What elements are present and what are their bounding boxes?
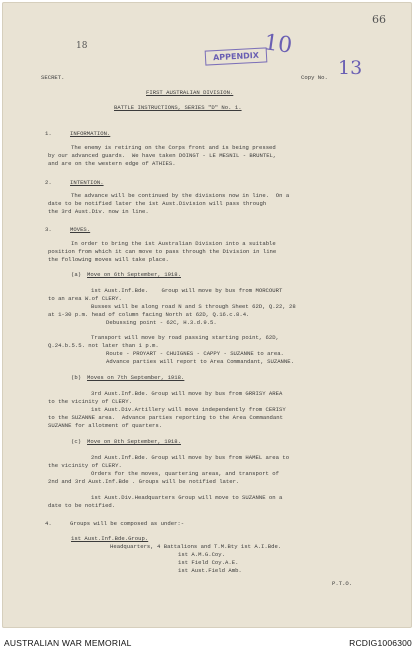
move-a-line: Debussing point - 62C, H.3.d.9.5.	[106, 319, 217, 326]
move-c-line: 2nd Aust.Inf.Bde. Group will move by bus from HAMEL area to	[91, 454, 290, 461]
section-3-intro-line: position from which it can move to pass through the Division in line	[48, 248, 277, 255]
move-c-label: (c)	[71, 438, 82, 445]
appendix-number-mark: 10	[262, 30, 294, 59]
division-heading: FIRST AUSTRALIAN DIVISION.	[146, 89, 234, 96]
section-3-number: 3.	[45, 226, 52, 233]
section-4-text: Groups will be composed as under:-	[70, 520, 185, 527]
group-line: 1st A.M.G.Coy.	[178, 551, 225, 558]
archive-reference: RCDIG1006300	[349, 638, 412, 648]
section-1-number: 1.	[45, 130, 52, 137]
move-b-line: to the vicinity of CLERY.	[48, 398, 132, 405]
copy-number-mark: 13	[338, 57, 363, 79]
copy-label: Copy No.	[301, 74, 328, 81]
section-1-line: The enemy is retiring on the Corps front and is being pressed	[71, 144, 276, 151]
document-title: BATTLE INSTRUCTIONS, SERIES "D" No. 1.	[114, 104, 242, 111]
move-c-line: Orders for the moves, quartering areas, and transport of	[91, 470, 279, 477]
group-line: Headquarters, 4 Battalions and T.M.Bty 1st A.I.Bde.	[110, 543, 282, 550]
section-1-line: by our advanced guards. We have taken DOINGT - LE MESNIL - BRUNTEL,	[48, 152, 277, 159]
section-1-heading: INFORMATION.	[70, 130, 111, 137]
section-2-line: the 3rd Aust.Div. now in line.	[48, 208, 149, 215]
move-a-transport-line: Transport will move by road passing starting point, 62D,	[91, 334, 279, 341]
group-title: 1st Aust.Inf.Bde.Group.	[71, 535, 149, 542]
section-2-heading: INTENTION.	[70, 179, 104, 186]
move-b-line: 3rd Aust.Inf.Bde. Group will move by bus from GRRISY AREA	[91, 390, 283, 397]
pto-label: P.T.O.	[332, 580, 353, 587]
move-a-label: (a)	[71, 271, 82, 278]
hq-move-line: date to be notified.	[48, 502, 116, 509]
move-a-transport-line: Advance parties will report to Area Commandant, SUZANNE.	[106, 358, 294, 365]
move-a-line: to an area W.of CLERY.	[48, 295, 122, 302]
group-line: 1st Aust.Field Amb.	[178, 567, 242, 574]
section-4-number: 4.	[45, 520, 52, 527]
move-b-label: (b)	[71, 374, 82, 381]
appendix-stamp: APPENDIX	[205, 47, 268, 65]
page-count-mark: 18	[76, 41, 88, 51]
section-3-intro-line: the following moves will take place.	[48, 256, 169, 263]
archive-name: AUSTRALIAN WAR MEMORIAL	[4, 638, 132, 648]
move-a-line: 1st Aust.Inf.Bde. Group will move by bus from MORCOURT	[91, 287, 283, 294]
section-1-line: and are on the western edge of ATHIES.	[48, 160, 176, 167]
page-number-mark: 66	[372, 13, 386, 26]
move-c-date: Move on 8th September, 1918.	[87, 438, 181, 445]
move-a-transport-line: Route - PROYART - CHUIGNES - CAPPY - SUZANNE to area.	[106, 350, 284, 357]
hq-move-line: 1st Aust.Div.Headquarters Group will move to SUZANNE on a	[91, 494, 283, 501]
move-b-line: SUZANNE for allotment of quarters.	[48, 422, 163, 429]
section-2-line: The advance will be continued by the divisions now in line. On a	[71, 192, 290, 199]
move-a-line: at 1-30 p.m. head of column facing North at 62D, Q.16.c.8.4.	[48, 311, 250, 318]
move-a-transport-line: Q.24.b.5.5. not later than 1 p.m.	[48, 342, 159, 349]
section-3-intro-line: In order to bring the 1st Australian Division into a suitable	[71, 240, 276, 247]
section-2-line: date to be notified later the 1st Aust.Division will pass through	[48, 200, 267, 207]
archive-footer	[0, 630, 416, 654]
move-c-line: 2nd and 3rd Aust.Inf.Bde . Groups will be notified later.	[48, 478, 240, 485]
move-b-date: Moves on 7th September, 1918.	[87, 374, 185, 381]
classification-label: SECRET.	[41, 74, 65, 81]
group-line: 1st Field Coy.A.E.	[178, 559, 239, 566]
move-b-line: to the SUZANNE area. Advance parties reporting to the Area Commandant	[48, 414, 283, 421]
move-c-line: the vicinity of CLERY.	[48, 462, 122, 469]
move-b-line: 1st Aust.Div.Artillery will move independently from CERISY	[91, 406, 286, 413]
move-a-line: Busses will be along road N and S through Sheet 62D, Q.22, 28	[91, 303, 296, 310]
section-2-number: 2.	[45, 179, 52, 186]
section-3-heading: MOVES.	[70, 226, 91, 233]
document-page	[2, 2, 412, 628]
move-a-date: Move on 6th September, 1918.	[87, 271, 181, 278]
